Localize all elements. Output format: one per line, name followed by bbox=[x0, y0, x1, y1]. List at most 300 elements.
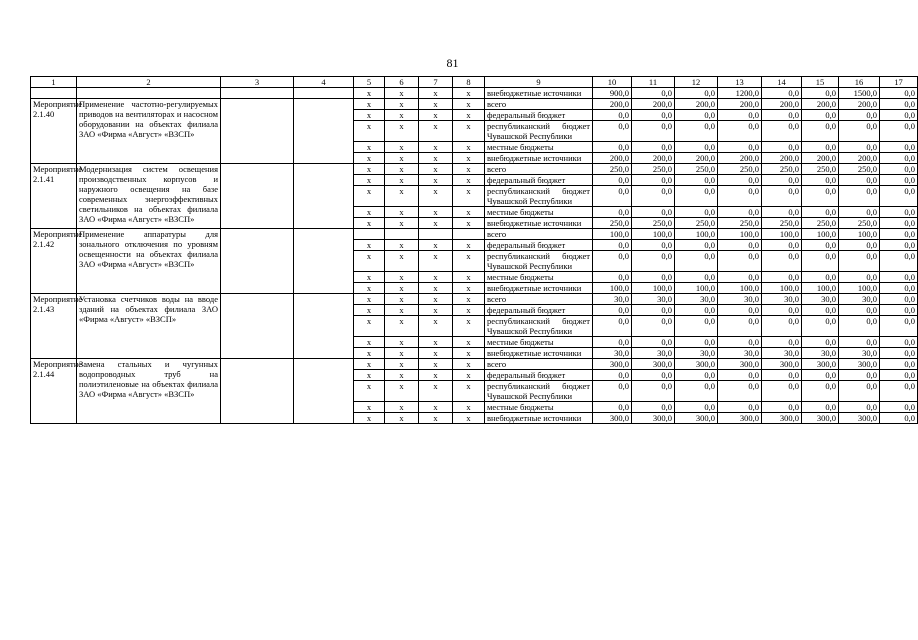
value-cell: 0,0 bbox=[880, 142, 918, 153]
funding-row bbox=[31, 99, 918, 110]
value-cell: 30,0 bbox=[718, 294, 762, 305]
value-cell: 100,0 bbox=[839, 229, 880, 240]
value-cell: 0,0 bbox=[632, 207, 675, 218]
col-3-cell bbox=[221, 88, 294, 99]
mark-cell: x bbox=[453, 283, 485, 294]
col-4-cell bbox=[294, 229, 354, 294]
value-cell: 0,0 bbox=[802, 316, 839, 337]
mark-cell: x bbox=[453, 294, 485, 305]
funding-source: внебюджетные источники bbox=[485, 218, 593, 229]
value-cell: 0,0 bbox=[718, 207, 762, 218]
value-cell: 0,0 bbox=[762, 305, 802, 316]
mark-cell: x bbox=[354, 402, 385, 413]
value-cell: 0,0 bbox=[802, 207, 839, 218]
value-cell: 0,0 bbox=[675, 381, 718, 402]
column-number-row bbox=[31, 77, 918, 88]
value-cell: 0,0 bbox=[839, 142, 880, 153]
col-4-cell bbox=[294, 359, 354, 424]
value-cell: 30,0 bbox=[675, 294, 718, 305]
funding-source: республиканский бюджет Чувашской Республики bbox=[485, 186, 593, 207]
value-cell: 0,0 bbox=[880, 240, 918, 251]
mark-cell: x bbox=[453, 164, 485, 175]
value-cell: 0,0 bbox=[880, 305, 918, 316]
value-cell: 0,0 bbox=[839, 121, 880, 142]
value-cell: 0,0 bbox=[632, 110, 675, 121]
value-cell: 100,0 bbox=[593, 283, 632, 294]
value-cell: 0,0 bbox=[632, 381, 675, 402]
mark-cell: x bbox=[419, 240, 453, 251]
value-cell: 250,0 bbox=[762, 218, 802, 229]
value-cell: 0,0 bbox=[802, 381, 839, 402]
funding-source: всего bbox=[485, 359, 593, 370]
mark-cell: x bbox=[419, 88, 453, 99]
value-cell: 0,0 bbox=[718, 175, 762, 186]
mark-cell: x bbox=[385, 207, 419, 218]
value-cell: 0,0 bbox=[675, 186, 718, 207]
value-cell: 300,0 bbox=[675, 413, 718, 424]
value-cell: 0,0 bbox=[632, 121, 675, 142]
mark-cell: x bbox=[453, 218, 485, 229]
mark-cell: x bbox=[453, 142, 485, 153]
value-cell: 0,0 bbox=[802, 142, 839, 153]
value-cell: 0,0 bbox=[632, 305, 675, 316]
continuation-row bbox=[31, 88, 918, 99]
value-cell: 0,0 bbox=[593, 402, 632, 413]
mark-cell: x bbox=[354, 316, 385, 337]
value-cell: 0,0 bbox=[762, 337, 802, 348]
funding-source: местные бюджеты bbox=[485, 272, 593, 283]
col-3-cell bbox=[221, 294, 294, 359]
value-cell: 200,0 bbox=[675, 99, 718, 110]
value-cell: 0,0 bbox=[593, 316, 632, 337]
value-cell: 0,0 bbox=[880, 218, 918, 229]
value-cell: 0,0 bbox=[880, 370, 918, 381]
value-cell: 0,0 bbox=[802, 175, 839, 186]
value-cell: 300,0 bbox=[593, 413, 632, 424]
value-cell: 0,0 bbox=[839, 402, 880, 413]
value-cell: 0,0 bbox=[839, 251, 880, 272]
value-cell: 250,0 bbox=[802, 164, 839, 175]
mark-cell: x bbox=[385, 359, 419, 370]
value-cell: 30,0 bbox=[632, 348, 675, 359]
mark-cell: x bbox=[385, 294, 419, 305]
funding-row bbox=[31, 359, 918, 370]
value-cell: 0,0 bbox=[632, 142, 675, 153]
value-cell: 0,0 bbox=[880, 99, 918, 110]
mark-cell: x bbox=[453, 110, 485, 121]
value-cell: 0,0 bbox=[762, 251, 802, 272]
mark-cell: x bbox=[385, 316, 419, 337]
mark-cell: x bbox=[419, 305, 453, 316]
mark-cell: x bbox=[453, 207, 485, 218]
measure-name: Применение частотно-регулируемых приводов на вентиляторах и насосном оборудовании на объектах филиала ЗАО «Фирма «Август» «ВЗСП» bbox=[77, 99, 221, 164]
mark-cell: x bbox=[385, 305, 419, 316]
value-cell: 30,0 bbox=[718, 348, 762, 359]
value-cell: 0,0 bbox=[593, 381, 632, 402]
value-cell: 0,0 bbox=[762, 186, 802, 207]
mark-cell: x bbox=[354, 99, 385, 110]
mark-cell: x bbox=[354, 272, 385, 283]
value-cell: 0,0 bbox=[802, 370, 839, 381]
mark-cell bbox=[453, 229, 485, 240]
mark-cell: x bbox=[453, 370, 485, 381]
mark-cell: x bbox=[354, 381, 385, 402]
column-number: 3 bbox=[221, 77, 294, 88]
mark-cell: x bbox=[385, 240, 419, 251]
value-cell: 0,0 bbox=[593, 337, 632, 348]
value-cell: 0,0 bbox=[632, 370, 675, 381]
mark-cell bbox=[385, 229, 419, 240]
funding-source: республиканский бюджет Чувашской Республики bbox=[485, 121, 593, 142]
mark-cell: x bbox=[354, 305, 385, 316]
column-number: 2 bbox=[77, 77, 221, 88]
value-cell: 300,0 bbox=[632, 413, 675, 424]
value-cell: 100,0 bbox=[802, 229, 839, 240]
mark-cell: x bbox=[385, 413, 419, 424]
value-cell: 0,0 bbox=[839, 175, 880, 186]
value-cell: 0,0 bbox=[802, 110, 839, 121]
value-cell: 300,0 bbox=[718, 359, 762, 370]
mark-cell: x bbox=[354, 413, 385, 424]
col-4-cell bbox=[294, 164, 354, 229]
value-cell: 0,0 bbox=[675, 207, 718, 218]
value-cell: 0,0 bbox=[839, 337, 880, 348]
mark-cell: x bbox=[453, 413, 485, 424]
value-cell: 0,0 bbox=[880, 381, 918, 402]
value-cell: 100,0 bbox=[718, 229, 762, 240]
mark-cell: x bbox=[419, 110, 453, 121]
mark-cell: x bbox=[354, 207, 385, 218]
value-cell: 100,0 bbox=[802, 283, 839, 294]
value-cell: 0,0 bbox=[802, 121, 839, 142]
value-cell: 0,0 bbox=[762, 316, 802, 337]
col-4-cell bbox=[294, 294, 354, 359]
value-cell: 100,0 bbox=[762, 229, 802, 240]
value-cell: 0,0 bbox=[718, 370, 762, 381]
value-cell: 100,0 bbox=[593, 229, 632, 240]
funding-source: местные бюджеты bbox=[485, 207, 593, 218]
value-cell: 250,0 bbox=[802, 218, 839, 229]
value-cell: 250,0 bbox=[675, 218, 718, 229]
measure-id: Мероприятие 2.1.41 bbox=[31, 164, 77, 229]
mark-cell: x bbox=[385, 175, 419, 186]
value-cell: 250,0 bbox=[718, 218, 762, 229]
value-cell: 0,0 bbox=[718, 121, 762, 142]
value-cell: 30,0 bbox=[593, 294, 632, 305]
funding-source: местные бюджеты bbox=[485, 142, 593, 153]
measure-id: Мероприятие 2.1.44 bbox=[31, 359, 77, 424]
mark-cell: x bbox=[385, 272, 419, 283]
mark-cell: x bbox=[419, 370, 453, 381]
value-cell: 250,0 bbox=[839, 218, 880, 229]
value-cell: 200,0 bbox=[675, 153, 718, 164]
column-number: 7 bbox=[419, 77, 453, 88]
mark-cell: x bbox=[354, 110, 385, 121]
value-cell: 0,0 bbox=[675, 337, 718, 348]
funding-source: всего bbox=[485, 164, 593, 175]
value-cell: 0,0 bbox=[802, 251, 839, 272]
column-number: 9 bbox=[485, 77, 593, 88]
funding-source: республиканский бюджет Чувашской Республики bbox=[485, 316, 593, 337]
mark-cell: x bbox=[354, 370, 385, 381]
value-cell: 100,0 bbox=[632, 283, 675, 294]
value-cell: 200,0 bbox=[802, 153, 839, 164]
funding-source: федеральный бюджет bbox=[485, 370, 593, 381]
mark-cell: x bbox=[453, 99, 485, 110]
value-cell: 0,0 bbox=[880, 110, 918, 121]
value-cell: 30,0 bbox=[802, 348, 839, 359]
value-cell: 300,0 bbox=[839, 359, 880, 370]
value-cell: 0,0 bbox=[762, 121, 802, 142]
value-cell: 300,0 bbox=[593, 359, 632, 370]
mark-cell: x bbox=[453, 359, 485, 370]
column-number: 5 bbox=[354, 77, 385, 88]
value-cell: 0,0 bbox=[762, 240, 802, 251]
value-cell: 0,0 bbox=[762, 207, 802, 218]
value-cell: 0,0 bbox=[762, 175, 802, 186]
mark-cell: x bbox=[453, 381, 485, 402]
mark-cell: x bbox=[419, 283, 453, 294]
value-cell: 200,0 bbox=[593, 99, 632, 110]
mark-cell: x bbox=[354, 348, 385, 359]
value-cell: 0,0 bbox=[675, 251, 718, 272]
value-cell: 0,0 bbox=[839, 207, 880, 218]
value-cell: 0,0 bbox=[718, 186, 762, 207]
value-cell: 0,0 bbox=[593, 110, 632, 121]
col-3-cell bbox=[221, 229, 294, 294]
value-cell: 0,0 bbox=[802, 337, 839, 348]
column-number: 16 bbox=[839, 77, 880, 88]
mark-cell: x bbox=[419, 121, 453, 142]
mark-cell: x bbox=[453, 153, 485, 164]
value-cell: 0,0 bbox=[839, 186, 880, 207]
mark-cell: x bbox=[453, 348, 485, 359]
funding-source: федеральный бюджет bbox=[485, 240, 593, 251]
value-cell: 100,0 bbox=[839, 283, 880, 294]
funding-row bbox=[31, 229, 918, 240]
value-cell: 0,0 bbox=[632, 337, 675, 348]
column-number: 11 bbox=[632, 77, 675, 88]
value-cell: 0,0 bbox=[718, 110, 762, 121]
column-number: 6 bbox=[385, 77, 419, 88]
funding-source: республиканский бюджет Чувашской Республики bbox=[485, 251, 593, 272]
value-cell: 0,0 bbox=[802, 186, 839, 207]
value-cell: 0,0 bbox=[880, 337, 918, 348]
value-cell: 0,0 bbox=[632, 88, 675, 99]
mark-cell: x bbox=[419, 153, 453, 164]
value-cell: 0,0 bbox=[675, 370, 718, 381]
value-cell: 0,0 bbox=[880, 283, 918, 294]
value-cell: 200,0 bbox=[839, 153, 880, 164]
col-4-cell bbox=[294, 99, 354, 164]
mark-cell: x bbox=[419, 294, 453, 305]
value-cell: 0,0 bbox=[880, 402, 918, 413]
mark-cell bbox=[354, 229, 385, 240]
mark-cell: x bbox=[354, 240, 385, 251]
value-cell: 0,0 bbox=[675, 240, 718, 251]
mark-cell: x bbox=[385, 110, 419, 121]
value-cell: 100,0 bbox=[632, 229, 675, 240]
column-number: 4 bbox=[294, 77, 354, 88]
value-cell: 300,0 bbox=[632, 359, 675, 370]
column-number: 1 bbox=[31, 77, 77, 88]
mark-cell: x bbox=[385, 283, 419, 294]
value-cell: 0,0 bbox=[880, 207, 918, 218]
funding-source: внебюджетные источники bbox=[485, 413, 593, 424]
mark-cell: x bbox=[385, 370, 419, 381]
value-cell: 0,0 bbox=[839, 110, 880, 121]
value-cell: 0,0 bbox=[593, 251, 632, 272]
mark-cell bbox=[419, 229, 453, 240]
value-cell: 30,0 bbox=[802, 294, 839, 305]
value-cell: 0,0 bbox=[880, 175, 918, 186]
value-cell: 900,0 bbox=[593, 88, 632, 99]
mark-cell: x bbox=[354, 337, 385, 348]
value-cell: 30,0 bbox=[632, 294, 675, 305]
value-cell: 0,0 bbox=[839, 381, 880, 402]
col-3-cell bbox=[221, 359, 294, 424]
column-number: 8 bbox=[453, 77, 485, 88]
col-4-cell bbox=[294, 88, 354, 99]
mark-cell: x bbox=[354, 294, 385, 305]
mark-cell: x bbox=[419, 99, 453, 110]
value-cell: 0,0 bbox=[632, 175, 675, 186]
program-table bbox=[30, 76, 918, 424]
value-cell: 0,0 bbox=[632, 240, 675, 251]
value-cell: 300,0 bbox=[675, 359, 718, 370]
value-cell: 0,0 bbox=[762, 110, 802, 121]
value-cell: 0,0 bbox=[762, 88, 802, 99]
value-cell: 200,0 bbox=[632, 99, 675, 110]
mark-cell: x bbox=[419, 359, 453, 370]
column-number: 17 bbox=[880, 77, 918, 88]
mark-cell: x bbox=[419, 175, 453, 186]
column-number: 12 bbox=[675, 77, 718, 88]
funding-source: всего bbox=[485, 229, 593, 240]
column-number: 14 bbox=[762, 77, 802, 88]
value-cell: 0,0 bbox=[675, 110, 718, 121]
mark-cell: x bbox=[385, 337, 419, 348]
measure-name: Установка счетчиков воды на вводе зданий на объектах филиала ЗАО «Фирма «Август» «ВЗСП» bbox=[77, 294, 221, 359]
mark-cell: x bbox=[385, 153, 419, 164]
value-cell: 0,0 bbox=[880, 121, 918, 142]
page-number: 81 bbox=[446, 56, 459, 70]
funding-source: внебюджетные источники bbox=[485, 88, 593, 99]
value-cell: 0,0 bbox=[593, 305, 632, 316]
value-cell: 0,0 bbox=[632, 186, 675, 207]
value-cell: 250,0 bbox=[632, 164, 675, 175]
mark-cell: x bbox=[419, 251, 453, 272]
value-cell: 250,0 bbox=[718, 164, 762, 175]
value-cell: 0,0 bbox=[718, 240, 762, 251]
mark-cell: x bbox=[419, 272, 453, 283]
value-cell: 200,0 bbox=[718, 153, 762, 164]
mark-cell: x bbox=[385, 348, 419, 359]
value-cell: 0,0 bbox=[593, 370, 632, 381]
mark-cell: x bbox=[354, 186, 385, 207]
value-cell: 0,0 bbox=[839, 272, 880, 283]
value-cell: 0,0 bbox=[839, 370, 880, 381]
value-cell: 0,0 bbox=[632, 402, 675, 413]
value-cell: 30,0 bbox=[762, 348, 802, 359]
value-cell: 0,0 bbox=[762, 402, 802, 413]
mark-cell: x bbox=[453, 251, 485, 272]
mark-cell: x bbox=[385, 186, 419, 207]
value-cell: 0,0 bbox=[802, 272, 839, 283]
funding-source: республиканский бюджет Чувашской Республики bbox=[485, 381, 593, 402]
value-cell: 300,0 bbox=[802, 359, 839, 370]
value-cell: 0,0 bbox=[762, 381, 802, 402]
mark-cell: x bbox=[419, 164, 453, 175]
value-cell: 0,0 bbox=[632, 272, 675, 283]
value-cell: 30,0 bbox=[762, 294, 802, 305]
column-number: 13 bbox=[718, 77, 762, 88]
measure-id: Мероприятие 2.1.43 bbox=[31, 294, 77, 359]
value-cell: 1500,0 bbox=[839, 88, 880, 99]
col-3-cell bbox=[221, 164, 294, 229]
mark-cell: x bbox=[453, 316, 485, 337]
value-cell: 0,0 bbox=[718, 316, 762, 337]
mark-cell: x bbox=[419, 337, 453, 348]
value-cell: 100,0 bbox=[718, 283, 762, 294]
value-cell: 0,0 bbox=[880, 88, 918, 99]
value-cell: 0,0 bbox=[802, 240, 839, 251]
measure-name: Замена стальных и чугунных водопроводных труб на полиэтиленовые на объектах филиала ЗАО «Фирма «Август» «ВЗСП» bbox=[77, 359, 221, 424]
funding-source: внебюджетные источники bbox=[485, 348, 593, 359]
value-cell: 0,0 bbox=[718, 402, 762, 413]
mark-cell: x bbox=[354, 175, 385, 186]
funding-source: всего bbox=[485, 99, 593, 110]
mark-cell: x bbox=[419, 316, 453, 337]
value-cell: 30,0 bbox=[675, 348, 718, 359]
value-cell: 0,0 bbox=[762, 272, 802, 283]
mark-cell: x bbox=[419, 207, 453, 218]
value-cell: 0,0 bbox=[718, 305, 762, 316]
value-cell: 0,0 bbox=[880, 348, 918, 359]
value-cell: 300,0 bbox=[718, 413, 762, 424]
mark-cell: x bbox=[354, 283, 385, 294]
value-cell: 250,0 bbox=[675, 164, 718, 175]
mark-cell: x bbox=[354, 164, 385, 175]
mark-cell: x bbox=[385, 218, 419, 229]
mark-cell: x bbox=[453, 305, 485, 316]
value-cell: 0,0 bbox=[880, 272, 918, 283]
funding-source: внебюджетные источники bbox=[485, 153, 593, 164]
value-cell: 250,0 bbox=[839, 164, 880, 175]
value-cell: 0,0 bbox=[880, 294, 918, 305]
funding-source: местные бюджеты bbox=[485, 402, 593, 413]
measure-name: Применение аппаратуры для зонального отключения по уровням освещенности на объектах филиала ЗАО «Фирма «Август» «ВЗСП» bbox=[77, 229, 221, 294]
value-cell: 0,0 bbox=[880, 229, 918, 240]
measure-id: Мероприятие 2.1.42 bbox=[31, 229, 77, 294]
value-cell: 0,0 bbox=[718, 337, 762, 348]
value-cell: 0,0 bbox=[675, 305, 718, 316]
value-cell: 0,0 bbox=[802, 305, 839, 316]
value-cell: 0,0 bbox=[880, 186, 918, 207]
mark-cell: x bbox=[453, 186, 485, 207]
funding-row bbox=[31, 294, 918, 305]
column-number: 15 bbox=[802, 77, 839, 88]
value-cell: 0,0 bbox=[632, 316, 675, 337]
funding-row bbox=[31, 164, 918, 175]
mark-cell: x bbox=[419, 413, 453, 424]
value-cell: 0,0 bbox=[880, 359, 918, 370]
value-cell: 250,0 bbox=[593, 164, 632, 175]
value-cell: 0,0 bbox=[593, 240, 632, 251]
mark-cell: x bbox=[453, 337, 485, 348]
mark-cell: x bbox=[354, 251, 385, 272]
mark-cell: x bbox=[453, 240, 485, 251]
